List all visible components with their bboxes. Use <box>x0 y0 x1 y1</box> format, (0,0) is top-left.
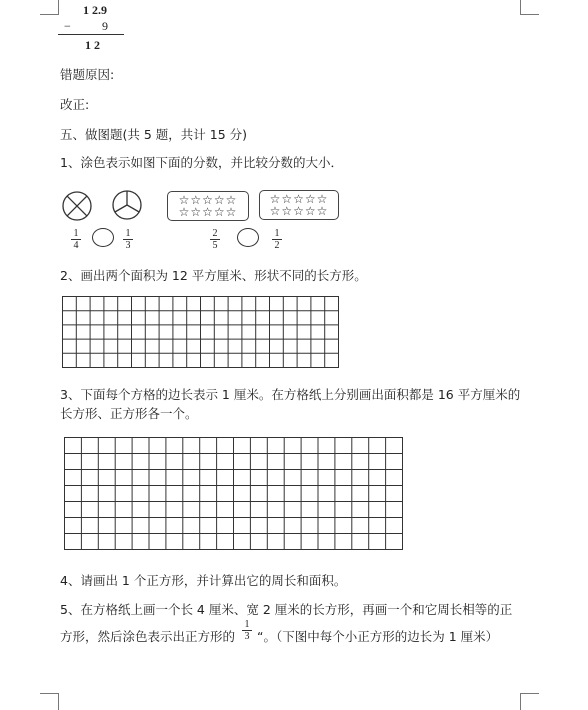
q5-text-line2-after: “。（下图中每个小正方形的边长为 1 厘米） <box>257 629 499 644</box>
q3-text-line2: 长方形、正方形各一个。 <box>60 406 198 421</box>
q5-fraction-one-third: 1 3 <box>240 619 254 642</box>
star-group-box-right <box>259 190 339 220</box>
subtraction-result: 1 2 <box>85 38 100 52</box>
star-icons: ☆☆☆☆☆ <box>269 204 329 218</box>
star-icons: ☆☆☆☆☆ <box>178 193 238 207</box>
crop-mark-top-left <box>40 0 59 15</box>
fraction-one-quarter: 1 4 <box>69 228 83 251</box>
crop-mark-bottom-left <box>40 693 59 710</box>
error-reason-label: 错题原因: <box>60 67 115 82</box>
fraction-two-fifths: 2 5 <box>208 228 222 251</box>
star-icons: ☆☆☆☆☆ <box>178 205 238 219</box>
q5-text-line1: 5、在方格纸上画一个长 4 厘米、宽 2 厘米的长方形，再画一个和它周长相等的正 <box>60 602 513 617</box>
circle-thirds-figure <box>111 189 143 221</box>
subtraction-subtrahend: 9 <box>102 19 108 33</box>
crop-mark-top-right <box>520 0 539 15</box>
q4-text: 4、请画出 1 个正方形，并计算出它的周长和面积。 <box>60 573 347 588</box>
crop-mark-bottom-right <box>520 693 539 710</box>
q3-text-line1: 3、下面每个方格的边长表示 1 厘米。在方格纸上分别画出面积都是 16 平方厘米的 <box>60 387 521 402</box>
compare-circle-1[interactable] <box>92 228 114 247</box>
subtraction-line <box>58 34 124 35</box>
star-icons: ☆☆☆☆☆ <box>269 192 329 206</box>
section-title: 五、做图题(共 5 题，共计 15 分) <box>60 127 248 142</box>
q2-text: 2、画出两个面积为 12 平方厘米、形状不同的长方形。 <box>60 268 367 283</box>
q1-text: 1、涂色表示如图下面的分数，并比较分数的大小． <box>60 155 343 170</box>
circle-quarters-figure <box>61 190 93 222</box>
compare-circle-2[interactable] <box>237 228 259 247</box>
star-group-box-left <box>167 191 249 221</box>
q5-text-line2-before: 方形，然后涂色表示出正方形的 <box>60 629 236 644</box>
grid-paper-2[interactable] <box>64 437 403 550</box>
subtraction-operator: − <box>64 19 71 33</box>
subtraction-minuend: 1 2.9 <box>83 3 107 17</box>
correction-label: 改正: <box>60 97 90 112</box>
star-row <box>260 205 338 217</box>
fraction-one-half: 1 2 <box>270 228 284 251</box>
star-row <box>168 206 248 218</box>
fraction-one-third: 1 3 <box>121 228 135 251</box>
grid-paper-1[interactable] <box>62 296 339 368</box>
